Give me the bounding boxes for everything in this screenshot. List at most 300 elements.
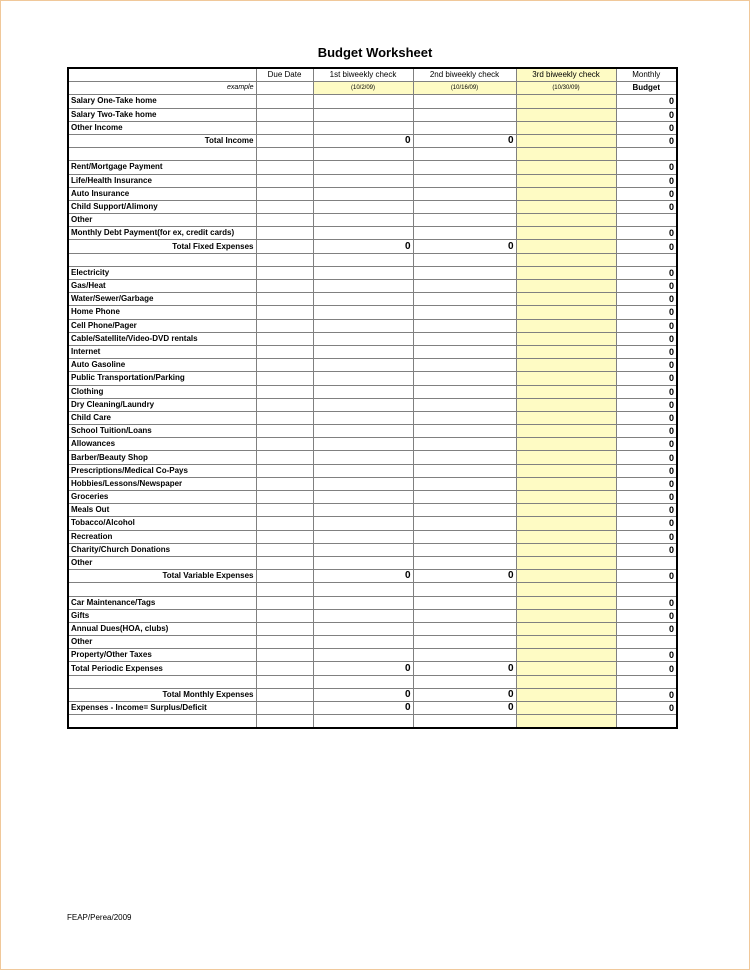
due-date-cell[interactable] [256, 345, 313, 358]
due-date-cell[interactable] [256, 596, 313, 609]
check2-cell[interactable] [413, 411, 516, 424]
due-date-cell[interactable] [256, 372, 313, 385]
check1-cell[interactable] [313, 636, 413, 649]
check2-cell[interactable] [413, 214, 516, 227]
check2-cell[interactable] [413, 675, 516, 688]
check2-cell[interactable] [413, 332, 516, 345]
check3-cell[interactable] [516, 543, 616, 556]
due-date-cell[interactable] [256, 477, 313, 490]
check1-cell[interactable] [313, 293, 413, 306]
check1-cell[interactable] [313, 266, 413, 279]
check1-cell[interactable] [313, 451, 413, 464]
due-date-cell[interactable] [256, 121, 313, 134]
check2-cell[interactable] [413, 187, 516, 200]
table-row [68, 425, 677, 438]
due-date-cell[interactable] [256, 240, 313, 253]
check3-cell[interactable] [516, 280, 616, 293]
check2-cell[interactable] [413, 504, 516, 517]
check1-cell[interactable]: 0 [313, 702, 413, 715]
check3-cell[interactable] [516, 214, 616, 227]
table-row [68, 174, 677, 187]
check1-cell[interactable] [313, 517, 413, 530]
check2-cell[interactable] [413, 108, 516, 121]
check2-cell[interactable] [413, 438, 516, 451]
due-date-cell[interactable] [256, 425, 313, 438]
check2-cell[interactable] [413, 491, 516, 504]
row-label: Other [68, 556, 256, 569]
monthly-budget-cell: 0 [616, 649, 677, 662]
check3-cell[interactable] [516, 359, 616, 372]
check3-cell[interactable] [516, 464, 616, 477]
check1-cell[interactable] [313, 675, 413, 688]
check3-cell[interactable] [516, 702, 616, 715]
table-row [68, 332, 677, 345]
table-row [68, 649, 677, 662]
due-date-cell[interactable] [256, 570, 313, 583]
monthly-budget-cell: 0 [616, 240, 677, 253]
check2-cell[interactable] [413, 161, 516, 174]
row-label: Salary Two-Take home [68, 108, 256, 121]
check3-cell[interactable] [516, 583, 616, 596]
due-date-cell[interactable] [256, 438, 313, 451]
check2-cell[interactable] [413, 556, 516, 569]
table-row [68, 543, 677, 556]
check3-cell[interactable] [516, 491, 616, 504]
table-row [68, 622, 677, 635]
check2-cell[interactable] [413, 451, 516, 464]
row-label: Total Fixed Expenses [68, 240, 256, 253]
row-label: Dry Cleaning/Laundry [68, 398, 256, 411]
monthly-budget-cell: 0 [616, 227, 677, 240]
row-label: Internet [68, 345, 256, 358]
due-date-cell[interactable] [256, 306, 313, 319]
check2-cell[interactable]: 0 [413, 134, 516, 147]
table-row [68, 398, 677, 411]
due-date-cell[interactable] [256, 108, 313, 121]
check2-cell[interactable]: 0 [413, 688, 516, 701]
row-label [68, 675, 256, 688]
check3-cell[interactable] [516, 649, 616, 662]
monthly-budget-cell: 0 [616, 200, 677, 213]
row-label: Groceries [68, 491, 256, 504]
header-label-cell [68, 68, 256, 82]
check2-cell[interactable] [413, 306, 516, 319]
row-label: Auto Gasoline [68, 359, 256, 372]
monthly-budget-cell: 0 [616, 372, 677, 385]
check3-cell[interactable] [516, 306, 616, 319]
table-row [68, 385, 677, 398]
table-row [68, 148, 677, 161]
check2-cell[interactable] [413, 280, 516, 293]
due-date-cell[interactable] [256, 688, 313, 701]
monthly-budget-cell: 0 [616, 570, 677, 583]
table-row [68, 227, 677, 240]
check2-cell[interactable] [413, 477, 516, 490]
check3-cell[interactable] [516, 200, 616, 213]
table-row [68, 596, 677, 609]
monthly-budget-cell [616, 556, 677, 569]
row-label: Other Income [68, 121, 256, 134]
check3-cell[interactable] [516, 372, 616, 385]
due-date-cell[interactable] [256, 293, 313, 306]
due-date-cell[interactable] [256, 675, 313, 688]
due-date-cell[interactable] [256, 200, 313, 213]
monthly-budget-cell [616, 715, 677, 729]
due-date-cell[interactable] [256, 464, 313, 477]
check3-cell[interactable] [516, 675, 616, 688]
check2-cell[interactable] [413, 359, 516, 372]
monthly-budget-cell: 0 [616, 464, 677, 477]
check1-cell[interactable] [313, 319, 413, 332]
check1-cell[interactable] [313, 464, 413, 477]
check2-date: (10/16/09) [413, 82, 516, 95]
check1-cell[interactable] [313, 556, 413, 569]
monthly-budget-cell: 0 [616, 530, 677, 543]
due-date-cell[interactable] [256, 266, 313, 279]
table-row [68, 187, 677, 200]
check3-cell[interactable] [516, 148, 616, 161]
check1-cell[interactable] [313, 174, 413, 187]
check1-cell[interactable]: 0 [313, 570, 413, 583]
check1-cell[interactable] [313, 438, 413, 451]
monthly-budget-cell: 0 [616, 702, 677, 715]
table-row [68, 411, 677, 424]
due-date-cell[interactable] [256, 398, 313, 411]
check3-cell[interactable] [516, 438, 616, 451]
check3-cell[interactable] [516, 385, 616, 398]
table-row [68, 266, 677, 279]
due-date-cell[interactable] [256, 385, 313, 398]
monthly-budget-cell: 0 [616, 134, 677, 147]
check2-cell[interactable] [413, 200, 516, 213]
table-row [68, 214, 677, 227]
check1-cell[interactable] [313, 477, 413, 490]
due-date-cell[interactable] [256, 227, 313, 240]
check3-cell[interactable] [516, 293, 616, 306]
check3-cell[interactable] [516, 662, 616, 675]
check3-cell[interactable] [516, 95, 616, 108]
table-row [68, 200, 677, 213]
monthly-budget-cell: 0 [616, 688, 677, 701]
due-date-cell[interactable] [256, 253, 313, 266]
row-label: Life/Health Insurance [68, 174, 256, 187]
due-date-cell[interactable] [256, 411, 313, 424]
check3-cell[interactable] [516, 596, 616, 609]
check2-cell[interactable] [413, 636, 516, 649]
check2-header: 2nd biweekly check [413, 68, 516, 82]
check3-cell[interactable] [516, 319, 616, 332]
check3-cell[interactable] [516, 398, 616, 411]
row-label: Cell Phone/Pager [68, 319, 256, 332]
check1-cell[interactable]: 0 [313, 240, 413, 253]
check1-cell[interactable] [313, 187, 413, 200]
row-label: Cable/Satellite/Video-DVD rentals [68, 332, 256, 345]
footer-credit: FEAP/Perea/2009 [67, 913, 132, 922]
monthly-budget-cell: 0 [616, 306, 677, 319]
check2-cell[interactable] [413, 227, 516, 240]
due-date-cell[interactable] [256, 636, 313, 649]
monthly-budget-cell: 0 [616, 174, 677, 187]
check3-cell[interactable] [516, 570, 616, 583]
check3-cell[interactable] [516, 715, 616, 729]
monthly-budget-cell: 0 [616, 345, 677, 358]
check1-cell[interactable] [313, 280, 413, 293]
check2-cell[interactable] [413, 174, 516, 187]
check3-cell[interactable] [516, 425, 616, 438]
check1-cell[interactable] [313, 227, 413, 240]
monthly-budget-cell: 0 [616, 161, 677, 174]
check2-cell[interactable] [413, 543, 516, 556]
due-date-header: Due Date [256, 68, 313, 82]
due-date-cell[interactable] [256, 161, 313, 174]
check2-cell[interactable] [413, 372, 516, 385]
row-label: Electricity [68, 266, 256, 279]
check2-cell[interactable] [413, 95, 516, 108]
check1-cell[interactable] [313, 649, 413, 662]
check2-cell[interactable] [413, 596, 516, 609]
due-date-cell[interactable] [256, 148, 313, 161]
monthly-budget-cell [616, 148, 677, 161]
check1-cell[interactable] [313, 543, 413, 556]
due-date-cell[interactable] [256, 319, 313, 332]
table-row [68, 662, 677, 675]
check3-cell[interactable] [516, 134, 616, 147]
check1-cell[interactable] [313, 148, 413, 161]
check1-cell[interactable] [313, 583, 413, 596]
monthly-budget-cell: 0 [616, 622, 677, 635]
check2-cell[interactable]: 0 [413, 240, 516, 253]
check2-cell[interactable] [413, 319, 516, 332]
row-label: Water/Sewer/Garbage [68, 293, 256, 306]
monthly-budget-cell: 0 [616, 491, 677, 504]
row-label: Clothing [68, 385, 256, 398]
due-date-cell[interactable] [256, 134, 313, 147]
table-row [68, 359, 677, 372]
check2-cell[interactable] [413, 649, 516, 662]
check2-cell[interactable] [413, 517, 516, 530]
check1-cell[interactable] [313, 108, 413, 121]
due-date-cell[interactable] [256, 451, 313, 464]
check3-cell[interactable] [516, 227, 616, 240]
example-due-date-cell[interactable] [256, 82, 313, 95]
check3-cell[interactable] [516, 411, 616, 424]
check2-cell[interactable] [413, 293, 516, 306]
check2-cell[interactable] [413, 425, 516, 438]
due-date-cell[interactable] [256, 622, 313, 635]
check1-cell[interactable] [313, 530, 413, 543]
table-row [68, 517, 677, 530]
check3-cell[interactable] [516, 517, 616, 530]
table-row [68, 280, 677, 293]
check1-cell[interactable] [313, 253, 413, 266]
check1-cell[interactable]: 0 [313, 662, 413, 675]
table-row [68, 702, 677, 715]
table-row [68, 715, 677, 729]
due-date-cell[interactable] [256, 662, 313, 675]
due-date-cell[interactable] [256, 649, 313, 662]
due-date-cell[interactable] [256, 543, 313, 556]
due-date-cell[interactable] [256, 504, 313, 517]
monthly-budget-cell: 0 [616, 662, 677, 675]
check3-cell[interactable] [516, 556, 616, 569]
check2-cell[interactable] [413, 530, 516, 543]
row-label: Gas/Heat [68, 280, 256, 293]
table-row [68, 491, 677, 504]
monthly-budget-cell: 0 [616, 543, 677, 556]
check1-cell[interactable] [313, 609, 413, 622]
monthly-budget-cell: 0 [616, 332, 677, 345]
table-row [68, 240, 677, 253]
row-label: Child Care [68, 411, 256, 424]
check1-cell[interactable]: 0 [313, 688, 413, 701]
check2-cell[interactable]: 0 [413, 662, 516, 675]
check3-cell[interactable] [516, 108, 616, 121]
check1-cell[interactable] [313, 95, 413, 108]
check2-cell[interactable] [413, 266, 516, 279]
monthly-budget-cell: 0 [616, 504, 677, 517]
monthly-budget-cell: 0 [616, 385, 677, 398]
check3-cell[interactable] [516, 187, 616, 200]
table-row [68, 556, 677, 569]
due-date-cell[interactable] [256, 583, 313, 596]
check3-cell[interactable] [516, 174, 616, 187]
row-label: Child Support/Alimony [68, 200, 256, 213]
table-row [68, 636, 677, 649]
monthly-budget-cell [616, 583, 677, 596]
check3-cell[interactable] [516, 530, 616, 543]
check1-cell[interactable] [313, 622, 413, 635]
due-date-cell[interactable] [256, 556, 313, 569]
monthly-budget-cell: 0 [616, 187, 677, 200]
check3-cell[interactable] [516, 253, 616, 266]
monthly-budget-cell: 0 [616, 359, 677, 372]
due-date-cell[interactable] [256, 530, 313, 543]
row-label [68, 253, 256, 266]
check2-cell[interactable]: 0 [413, 570, 516, 583]
check1-cell[interactable] [313, 425, 413, 438]
check1-cell[interactable]: 0 [313, 134, 413, 147]
check1-cell[interactable] [313, 398, 413, 411]
check1-cell[interactable] [313, 332, 413, 345]
check3-cell[interactable] [516, 121, 616, 134]
monthly-budget-cell: 0 [616, 438, 677, 451]
due-date-cell[interactable] [256, 702, 313, 715]
table-row [68, 477, 677, 490]
check1-cell[interactable] [313, 385, 413, 398]
monthly-budget-cell [616, 675, 677, 688]
check1-cell[interactable] [313, 359, 413, 372]
monthly-budget-cell: 0 [616, 596, 677, 609]
check3-cell[interactable] [516, 622, 616, 635]
check1-cell[interactable] [313, 504, 413, 517]
due-date-cell[interactable] [256, 214, 313, 227]
due-date-cell[interactable] [256, 332, 313, 345]
check2-cell[interactable] [413, 253, 516, 266]
row-label: Expenses - Income= Surplus/Deficit [68, 702, 256, 715]
monthly-budget-cell: 0 [616, 121, 677, 134]
check1-cell[interactable] [313, 345, 413, 358]
due-date-cell[interactable] [256, 95, 313, 108]
due-date-cell[interactable] [256, 359, 313, 372]
row-label: Tobacco/Alcohol [68, 517, 256, 530]
monthly-header: Monthly [616, 68, 677, 82]
check2-cell[interactable]: 0 [413, 702, 516, 715]
check1-date: (10/2/09) [313, 82, 413, 95]
check1-cell[interactable] [313, 214, 413, 227]
check1-cell[interactable] [313, 200, 413, 213]
check1-cell[interactable] [313, 161, 413, 174]
check1-cell[interactable] [313, 306, 413, 319]
due-date-cell[interactable] [256, 174, 313, 187]
check3-cell[interactable] [516, 345, 616, 358]
check1-cell[interactable] [313, 491, 413, 504]
row-label: Hobbies/Lessons/Newspaper [68, 477, 256, 490]
row-label: Property/Other Taxes [68, 649, 256, 662]
due-date-cell[interactable] [256, 280, 313, 293]
check3-date: (10/30/09) [516, 82, 616, 95]
monthly-budget-cell: 0 [616, 609, 677, 622]
row-label: Allowances [68, 438, 256, 451]
example-row [68, 82, 677, 95]
table-row [68, 121, 677, 134]
check2-cell[interactable] [413, 583, 516, 596]
check3-cell[interactable] [516, 636, 616, 649]
check1-cell[interactable] [313, 596, 413, 609]
monthly-budget-cell [616, 253, 677, 266]
monthly-budget-cell: 0 [616, 293, 677, 306]
check2-cell[interactable] [413, 622, 516, 635]
table-row [68, 372, 677, 385]
check1-cell[interactable] [313, 121, 413, 134]
check2-cell[interactable] [413, 345, 516, 358]
monthly-budget-cell: 0 [616, 425, 677, 438]
check3-cell[interactable] [516, 266, 616, 279]
check3-cell[interactable] [516, 609, 616, 622]
check2-cell[interactable] [413, 121, 516, 134]
check3-cell[interactable] [516, 451, 616, 464]
check3-cell[interactable] [516, 332, 616, 345]
row-label: Public Transportation/Parking [68, 372, 256, 385]
row-label: Annual Dues(HOA, clubs) [68, 622, 256, 635]
due-date-cell[interactable] [256, 609, 313, 622]
check3-cell[interactable] [516, 688, 616, 701]
check1-cell[interactable] [313, 372, 413, 385]
check2-cell[interactable] [413, 148, 516, 161]
check3-cell[interactable] [516, 477, 616, 490]
due-date-cell[interactable] [256, 187, 313, 200]
check3-cell[interactable] [516, 240, 616, 253]
table-row [68, 464, 677, 477]
check2-cell[interactable] [413, 398, 516, 411]
check2-cell[interactable] [413, 715, 516, 729]
due-date-cell[interactable] [256, 517, 313, 530]
check1-cell[interactable] [313, 411, 413, 424]
row-label: Auto Insurance [68, 187, 256, 200]
due-date-cell[interactable] [256, 491, 313, 504]
check3-cell[interactable] [516, 161, 616, 174]
monthly-budget-cell: 0 [616, 95, 677, 108]
row-label: Rent/Mortgage Payment [68, 161, 256, 174]
table-row [68, 306, 677, 319]
check2-cell[interactable] [413, 609, 516, 622]
check2-cell[interactable] [413, 385, 516, 398]
check3-cell[interactable] [516, 504, 616, 517]
check1-cell[interactable] [313, 715, 413, 729]
due-date-cell[interactable] [256, 715, 313, 729]
table-row [68, 609, 677, 622]
check2-cell[interactable] [413, 464, 516, 477]
row-label: Home Phone [68, 306, 256, 319]
